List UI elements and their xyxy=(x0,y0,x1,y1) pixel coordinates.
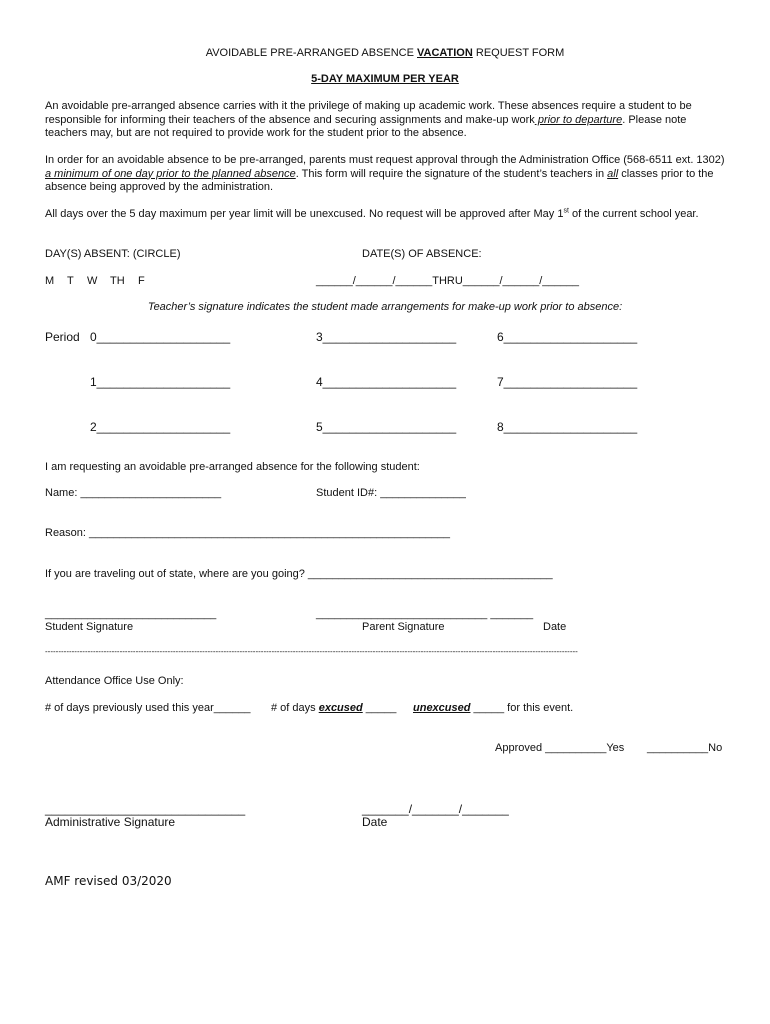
period-4-signature[interactable]: 4____________________ xyxy=(316,375,457,389)
limit-paragraph: All days over the 5 day maximum per year limit will be unexcused. No request will be approved after May 1st of the current school year. xyxy=(45,207,699,220)
days-excused-field[interactable]: # of days excused _____ xyxy=(271,702,397,714)
weekday-f[interactable]: F xyxy=(138,275,145,287)
admin-signature-label: Administrative Signature xyxy=(45,815,176,829)
admin-date-label: Date xyxy=(362,815,388,829)
student-id-field[interactable]: Student ID#: ______________ xyxy=(316,487,466,499)
date-range-field[interactable]: ______/______/______THRU______/______/______ xyxy=(316,275,580,287)
approval-paragraph: In order for an avoidable absence to be pre-arranged, parents must request approval through the Administration Office (568-6511 ext. 1302) a minimum of one day prior to the planned absence. This form will require the signature of the student’s teachers in all classes prior to the absence being approved by the administration. xyxy=(45,154,725,193)
period-5-signature[interactable]: 5____________________ xyxy=(316,420,457,434)
parent-signature-field[interactable]: ____________________________ _______ xyxy=(316,608,534,620)
weekday-m[interactable]: M xyxy=(45,275,55,287)
period-0-signature[interactable]: 0____________________ xyxy=(90,330,231,344)
travel-destination-field[interactable]: If you are traveling out of state, where are you going? ________________________________________ xyxy=(45,568,553,580)
reason-field[interactable]: Reason: ___________________________________________________________ xyxy=(45,527,450,539)
teacher-note: Teacher’s signature indicates the student made arrangements for make-up work prior to absence: xyxy=(147,301,623,313)
approved-yes-field[interactable]: Approved __________Yes xyxy=(495,742,625,754)
revision-note: AMF revised 03/2020 xyxy=(45,874,172,888)
parent-date-label: Date xyxy=(543,621,567,633)
admin-date-field[interactable]: _______/_______/_______ xyxy=(362,802,509,816)
form-subtitle: 5-DAY MAXIMUM PER YEAR xyxy=(311,73,459,85)
period-3-signature[interactable]: 3____________________ xyxy=(316,330,457,344)
request-statement: I am requesting an avoidable pre-arranged absence for the following student: xyxy=(45,461,420,473)
period-2-signature[interactable]: 2____________________ xyxy=(90,420,231,434)
weekday-w[interactable]: W xyxy=(87,275,98,287)
period-8-signature[interactable]: 8____________________ xyxy=(497,420,638,434)
period-label: Period xyxy=(45,330,80,344)
period-1-signature[interactable]: 1____________________ xyxy=(90,375,231,389)
form-title: AVOIDABLE PRE-ARRANGED ABSENCE VACATION REQUEST FORM xyxy=(205,47,565,59)
dates-absence-label: DATE(S) OF ABSENCE: xyxy=(362,248,482,260)
title-vacation-emphasis: VACATION xyxy=(417,47,473,59)
weekday-th[interactable]: TH xyxy=(110,275,125,287)
name-field[interactable]: Name: _______________________ xyxy=(45,487,222,499)
period-6-signature[interactable]: 6____________________ xyxy=(497,330,638,344)
days-previous-field[interactable]: # of days previously used this year______ xyxy=(45,702,251,714)
admin-signature-field[interactable]: ______________________________ xyxy=(45,802,246,816)
student-signature-field[interactable]: ____________________________ xyxy=(45,608,217,620)
intro-paragraph: An avoidable pre-arranged absence carries with it the privilege of making up academic work. These absences require a student to be responsible for informing their teachers of the absence and securing assignments and make-up work prior to departure. Please note teachers may, but are not required to provide work for the student prior to the absence. xyxy=(45,100,692,139)
period-7-signature[interactable]: 7____________________ xyxy=(497,375,638,389)
parent-signature-label: Parent Signature xyxy=(362,621,445,633)
separator-line: -------------------------------------------------------------------------------------------------------------------------------------------------------------------------------------------------------- xyxy=(45,647,578,656)
days-unexcused-field[interactable]: unexcused _____ for this event. xyxy=(413,702,574,714)
office-use-heading: Attendance Office Use Only: xyxy=(45,675,184,687)
weekday-t[interactable]: T xyxy=(67,275,74,287)
student-signature-label: Student Signature xyxy=(45,621,134,633)
days-absent-label: DAY(S) ABSENT: (CIRCLE) xyxy=(45,248,181,260)
approved-no-field[interactable]: __________No xyxy=(647,742,723,754)
